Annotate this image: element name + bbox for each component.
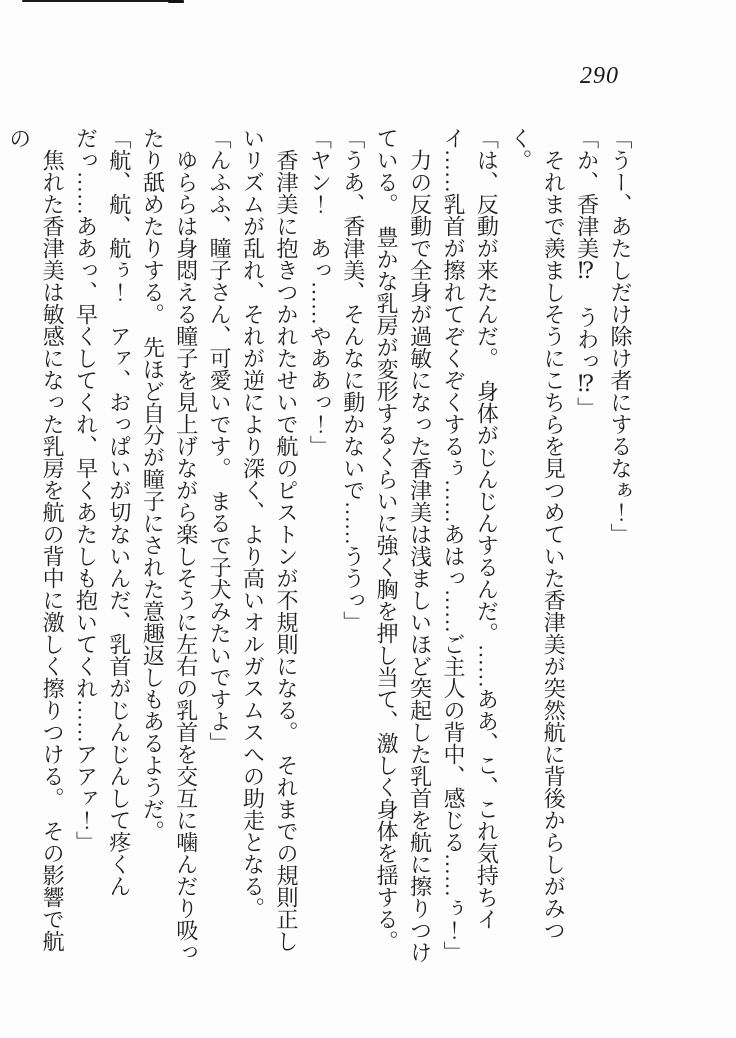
paragraph: ゆららは身悶える瞳子を見上げながら楽しそうに左右の乳首を交互に噛んだり吸ったり舐めたりする。 先ほど自分が瞳子にされた意趣返しもあるようだ。 xyxy=(140,127,199,963)
scan-artifact-blob xyxy=(168,0,184,3)
paragraph: 香津美に抱きつかれたせいで航のピストンが不規則になる。 それまでの規則正しいリズムが乱れ、それが逆により深く、より高いオルガスムスへの助走となる。 xyxy=(240,127,299,952)
scan-artifact-line xyxy=(22,0,170,2)
page-number: 290 xyxy=(580,63,619,89)
paragraph: それまで羨ましそうにこちらを見つめていた香津美が突然航に背後からしがみつく。 xyxy=(507,127,567,941)
paragraph: 「か、香津美⁉ うわっ⁉」 xyxy=(574,127,600,419)
paragraph: 「んふふ、瞳子さん、可愛いです。 まるで子犬みたいですよ」 xyxy=(207,127,233,754)
paragraph: 焦れた香津美は敏感になった乳房を航の背中に激しく擦りつける。 その影響で航の xyxy=(6,127,66,952)
paragraph: 「うあ、香津美、そんなに動かないで……ううっ」 xyxy=(340,127,366,633)
body-text xyxy=(2,127,637,963)
paragraph: 「ヤン！ あっ……やああっ！」 xyxy=(307,127,333,457)
paragraph: 「航、航、航ぅ！ アァ、おっぱいが切ないんだ、乳首がじんじんして疼くんだっ……ああっ、早くしてくれ、早くあたしも抱いてくれ……アアァ！」 xyxy=(73,127,132,897)
paragraph: 「は、反動が来たんだ。 身体がじんじんするんだ。……ああ、こ、これ気持ちイイ……乳首が擦れてぞくぞくするぅ……あはっ……ご主人の背中、感じる……ぅ！」 xyxy=(440,127,500,963)
paragraph: 力の反動で全身が過敏になった香津美は浅ましいほど突起した乳首を航に擦りつけている。 豊かな乳房が変形するくらいに強く胸を押し当て、激しく身体を揺する。 xyxy=(374,127,433,963)
paragraph: 「うー、あたしだけ除け者にするなぁ！」 xyxy=(608,127,633,545)
